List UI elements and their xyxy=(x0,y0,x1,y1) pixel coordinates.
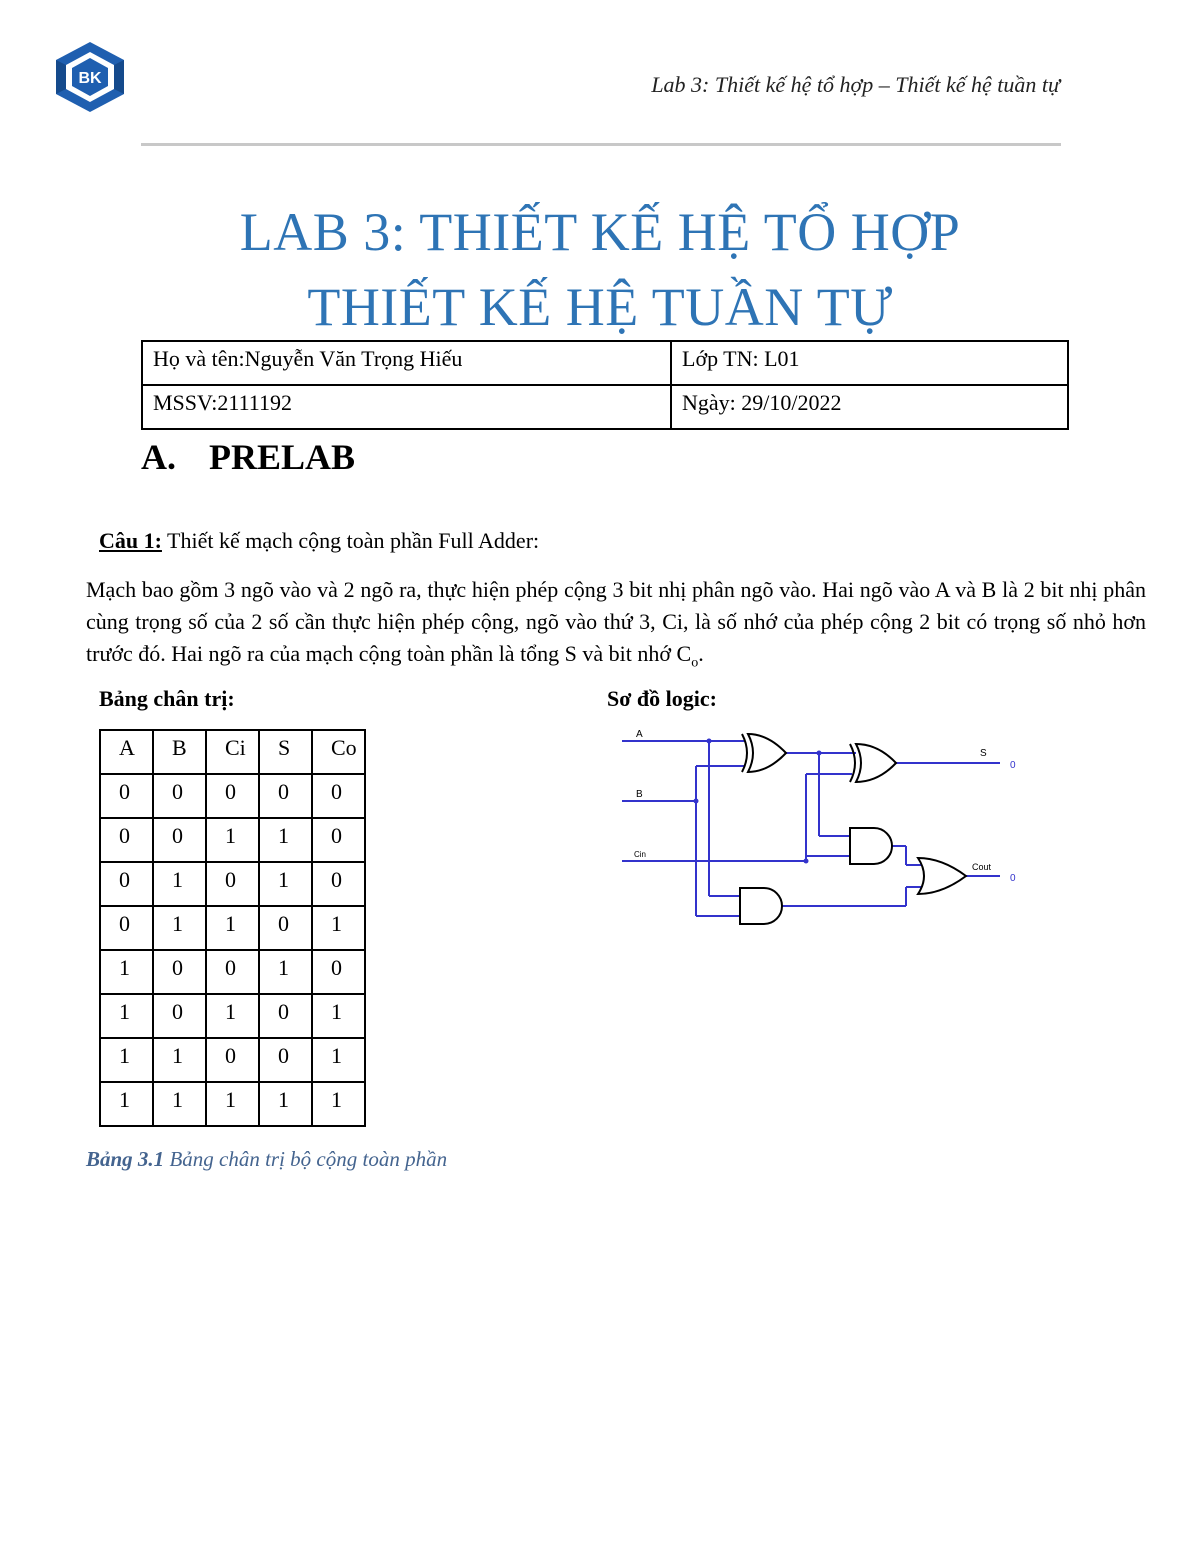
and-gate-2 xyxy=(740,888,782,924)
table-row xyxy=(100,818,365,862)
logo-text: BK xyxy=(78,70,102,87)
truth-header-cell: S xyxy=(259,730,312,774)
xor-gate-1 xyxy=(742,734,786,772)
truth-header-cell: Co xyxy=(312,730,365,774)
paragraph-subscript: o xyxy=(691,655,699,671)
truth-cell: 1 xyxy=(153,906,206,950)
truth-cell: 1 xyxy=(100,1082,153,1126)
truth-cell: 1 xyxy=(100,1038,153,1082)
truth-cell: 0 xyxy=(153,994,206,1038)
truth-cell: 1 xyxy=(312,994,365,1038)
truth-cell: 0 xyxy=(259,906,312,950)
truth-cell: 0 xyxy=(100,862,153,906)
class-cell: Lớp TN: L01 xyxy=(671,341,1068,385)
truth-cell: 1 xyxy=(206,994,259,1038)
caption-label: Bảng 3.1 xyxy=(86,1147,165,1171)
circuit-label-a: A xyxy=(636,729,643,740)
truth-cell: 0 xyxy=(100,818,153,862)
circuit-label-cin: Cin xyxy=(634,850,647,859)
truth-cell: 0 xyxy=(312,774,365,818)
and-gate-1 xyxy=(850,828,892,864)
truth-cell: 0 xyxy=(153,774,206,818)
paragraph-end: . xyxy=(698,641,704,666)
circuit-label-cout: Cout xyxy=(972,862,992,872)
truth-table xyxy=(99,729,366,1127)
truth-cell: 0 xyxy=(206,950,259,994)
circuit-s-value: 0 xyxy=(1010,760,1016,771)
question-1-text: Thiết kế mạch cộng toàn phần Full Adder: xyxy=(161,528,540,553)
table-row xyxy=(100,1038,365,1082)
circuit-label-s: S xyxy=(980,748,987,759)
truth-header-cell: Ci xyxy=(206,730,259,774)
truth-cell: 0 xyxy=(259,774,312,818)
truth-cell: 1 xyxy=(259,862,312,906)
section-number: A. xyxy=(141,437,176,477)
student-info-table xyxy=(141,340,1069,430)
truth-cell: 1 xyxy=(153,1082,206,1126)
question-1 xyxy=(99,528,539,554)
logic-diagram-label: Sơ đồ logic: xyxy=(607,686,717,711)
description-paragraph xyxy=(86,574,1146,679)
question-1-label: Câu 1: xyxy=(99,528,162,553)
truth-cell: 1 xyxy=(206,818,259,862)
truth-cell: 1 xyxy=(312,906,365,950)
truth-cell: 1 xyxy=(100,950,153,994)
table-caption xyxy=(86,1147,447,1172)
xor-gate-2 xyxy=(850,744,896,782)
section-heading-prelab xyxy=(141,436,355,478)
truth-cell: 1 xyxy=(100,994,153,1038)
table-row xyxy=(100,1082,365,1126)
header-divider xyxy=(141,143,1061,146)
truth-cell: 0 xyxy=(206,862,259,906)
page-title-line-1: LAB 3: THIẾT KẾ HỆ TỔ HỢP xyxy=(239,202,961,262)
table-row xyxy=(100,950,365,994)
table-row xyxy=(100,906,365,950)
bk-university-logo-icon xyxy=(52,40,128,114)
truth-cell: 1 xyxy=(206,906,259,950)
truth-cell: 0 xyxy=(312,862,365,906)
truth-cell: 0 xyxy=(100,906,153,950)
truth-table-label: Bảng chân trị: xyxy=(99,686,235,711)
truth-header-cell: A xyxy=(100,730,153,774)
table-row xyxy=(100,994,365,1038)
truth-cell: 1 xyxy=(153,1038,206,1082)
page-title-line-2: THIẾT KẾ HỆ TUẦN TỰ xyxy=(307,277,893,337)
circuit-label-b: B xyxy=(636,789,643,800)
date-cell: Ngày: 29/10/2022 xyxy=(671,385,1068,429)
or-gate xyxy=(918,858,966,894)
truth-header-cell: B xyxy=(153,730,206,774)
truth-cell: 0 xyxy=(206,1038,259,1082)
truth-cell: 1 xyxy=(206,1082,259,1126)
truth-cell: 0 xyxy=(153,950,206,994)
truth-cell: 0 xyxy=(312,818,365,862)
truth-cell: 1 xyxy=(312,1038,365,1082)
truth-cell: 1 xyxy=(259,950,312,994)
truth-cell: 0 xyxy=(259,1038,312,1082)
truth-cell: 0 xyxy=(100,774,153,818)
circuit-cout-value: 0 xyxy=(1010,873,1016,884)
truth-cell: 1 xyxy=(259,818,312,862)
header-title: Lab 3: Thiết kế hệ tổ hợp – Thiết kế hệ tuần tự xyxy=(651,72,1060,97)
truth-cell: 1 xyxy=(312,1082,365,1126)
mssv-cell: MSSV:2111192 xyxy=(142,385,671,429)
caption-text: Bảng chân trị bộ cộng toàn phần xyxy=(164,1147,448,1171)
truth-cell: 1 xyxy=(259,1082,312,1126)
section-title: PRELAB xyxy=(209,437,356,477)
truth-cell: 0 xyxy=(153,818,206,862)
student-name-cell: Họ và tên:Nguyễn Văn Trọng Hiếu xyxy=(142,341,671,385)
truth-cell: 0 xyxy=(312,950,365,994)
table-row xyxy=(100,774,365,818)
paragraph-text: Mạch bao gồm 3 ngõ vào và 2 ngõ ra, thực hiện phép cộng 3 bit nhị phân ngõ vào. Hai ngõ vào A và B là 2 bit nhị phân cùng trọng số của 2 số cần thực hiện phép cộng, ngõ vào thứ 3, Ci, là số nhớ của phép cộng 2 bit có trọng số nhỏ hơn trước đó. Hai ngõ ra của mạch cộng toàn phần là tổng S và bit nhớ C xyxy=(86,577,1146,666)
truth-cell: 1 xyxy=(153,862,206,906)
truth-cell: 0 xyxy=(259,994,312,1038)
full-adder-logic-diagram xyxy=(616,722,1026,932)
truth-table-header-row xyxy=(100,730,365,774)
truth-cell: 0 xyxy=(206,774,259,818)
table-row xyxy=(100,862,365,906)
